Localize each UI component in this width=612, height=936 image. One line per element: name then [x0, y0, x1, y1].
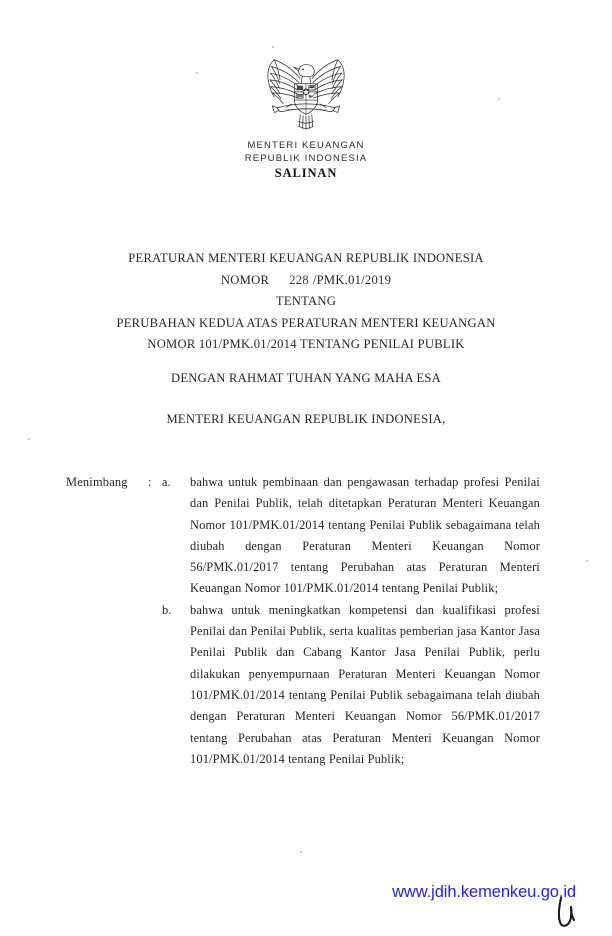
- title-line-3: TENTANG: [275, 294, 337, 308]
- ministry-header: [0, 140, 612, 165]
- title-line-1: PERATURAN MENTERI KEUANGAN REPUBLIK INDONESIA: [128, 251, 484, 265]
- title-line-4: PERUBAHAN KEDUA ATAS PERATURAN MENTERI KEUANGAN: [116, 315, 496, 330]
- scan-speck: [28, 438, 30, 440]
- scan-speck: [300, 851, 302, 853]
- scan-speck: [586, 560, 588, 562]
- consideration-text: bahwa untuk meningkatkan kompetensi dan kualifikasi profesi Penilai dan Penilai Publik, serta kualitas pemberian jasa Kantor Jasa Penilai Publik dan Cabang Kantor Jasa Penilai Publik, perlu dilakukan penyempurnaan Peraturan Menteri Keuangan Nomor 101/PMK.01/2014 tentang Penilai Publik sebagaimana telah diubah dengan Peraturan Menteri Keuangan Nomor 56/PMK.01/2017 tentang Perubahan atas Peraturan Menteri Keuangan Nomor 101/PMK.01/2014 tentang Penilai Publik;: [190, 602, 540, 766]
- copy-stamp: SALINAN: [274, 166, 338, 180]
- nomor-label: NOMOR: [220, 272, 270, 287]
- issuing-authority-line: MENTERI KEUANGAN REPUBLIK INDONESIA,: [166, 412, 446, 426]
- consideration-marker: b.: [162, 602, 172, 617]
- nomor-value: 228: [289, 272, 309, 287]
- considerations-label: Menimbang: [66, 475, 128, 489]
- nomor-suffix: /PMK.01/2019: [312, 272, 392, 287]
- scan-speck: [498, 98, 500, 100]
- jdih-watermark-url: www.jdih.kemenkeu.go.id: [392, 883, 576, 901]
- invocation-line: DENGAN RAHMAT TUHAN YANG MAHA ESA: [170, 371, 442, 385]
- handwritten-initial-mark: [552, 893, 582, 933]
- regulation-title-block: [56, 248, 556, 356]
- scan-speck: [272, 46, 274, 48]
- regulation-number-line: [56, 270, 556, 292]
- ministry-line-1: MENTERI KEUANGAN: [247, 140, 365, 151]
- ministry-line-2: REPUBLIK INDONESIA: [244, 152, 368, 164]
- emblem-container: [0, 54, 612, 143]
- garuda-pancasila-emblem: [258, 54, 354, 138]
- consideration-item: [66, 472, 540, 600]
- consideration-marker: a.: [162, 475, 171, 489]
- consideration-text: bahwa untuk pembinaan dan pengawasan terhadap profesi Penilai dan Penilai Publik, telah ditetapkan Peraturan Menteri Keuangan Nomor 101/PMK.01/2014 tentang Penilai Publik sebagaimana telah diubah dengan Peraturan Menteri Keuangan Nomor 56/PMK.01/2017 tentang Perubahan atas Peraturan Menteri Keuangan Nomor 101/PMK.01/2014 tentang Penilai Publik;: [190, 475, 540, 596]
- scan-speck: [196, 72, 198, 74]
- considerations-colon: :: [148, 475, 152, 489]
- consideration-item: [66, 600, 540, 770]
- title-line-5: NOMOR 101/PMK.01/2014 TENTANG PENILAI PUBLIK: [147, 337, 465, 351]
- considerations-section: [66, 472, 540, 770]
